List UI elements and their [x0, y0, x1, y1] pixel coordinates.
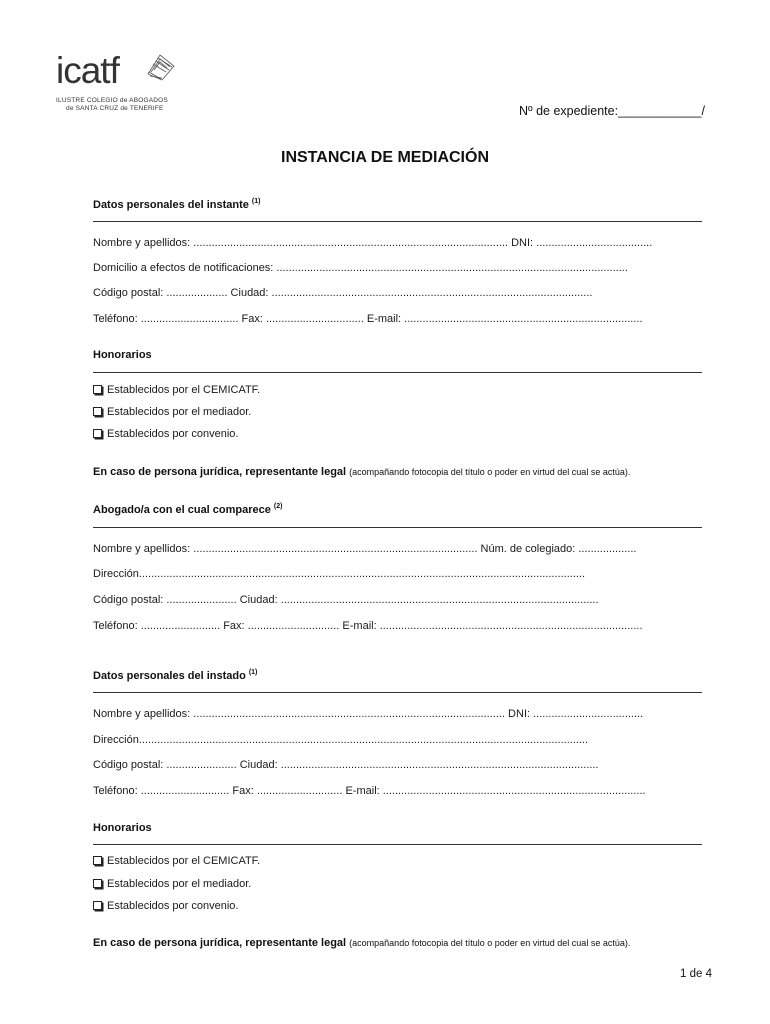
checkbox-icon: [93, 901, 102, 910]
checkbox-convenio[interactable]: Establecidos por convenio.: [93, 428, 238, 440]
checkbox-icon: [93, 879, 102, 888]
checkbox-cemicatf[interactable]: Establecidos por el CEMICATF.: [93, 855, 260, 867]
page-title: INSTANCIA DE MEDIACIÓN: [281, 149, 489, 166]
honorarios-heading: Honorarios: [93, 349, 152, 361]
checkbox-icon: [93, 385, 102, 394]
abogado-direccion-field[interactable]: Dirección..................................................................................................................................................: [93, 568, 586, 580]
page-number: 1 de 4: [680, 968, 712, 980]
logo-emblem-icon: [144, 52, 176, 82]
checkbox-cemicatf[interactable]: Establecidos por el CEMICATF.: [93, 384, 260, 396]
checkbox-mediador[interactable]: Establecidos por el mediador.: [93, 406, 251, 418]
instante-domicilio-field[interactable]: Domicilio a efectos de notificaciones: ...................................................................................................................: [93, 262, 628, 274]
divider: [93, 221, 702, 222]
checkbox-convenio[interactable]: Establecidos por convenio.: [93, 900, 238, 912]
instante-cp-ciudad-field[interactable]: Código postal: .................... Ciudad: .........................................................................................................: [93, 287, 593, 299]
logo-wordmark: icatf: [56, 50, 119, 91]
instante-telefono-fax-email-field[interactable]: Teléfono: ................................ Fax: ................................ E-mail: ..............................................................................: [93, 313, 643, 325]
section-instado-heading: Datos personales del instado $^{(1)}$: [93, 669, 258, 682]
abogado-cp-ciudad-field[interactable]: Código postal: ....................... Ciudad: ........................................................................................................: [93, 594, 599, 606]
logo: [56, 52, 186, 114]
divider: [93, 844, 702, 845]
section-abogado-heading: Abogado/a con el cual comparece $^{(2)}$: [93, 503, 283, 516]
checkbox-icon: [93, 407, 102, 416]
instado-cp-ciudad-field[interactable]: Código postal: ....................... Ciudad: ........................................................................................................: [93, 759, 599, 771]
honorarios-heading: Honorarios: [93, 822, 152, 834]
expediente-number: Nº de expediente:____________/: [519, 104, 705, 118]
divider: [93, 692, 702, 693]
abogado-telefono-fax-email-field[interactable]: Teléfono: .......................... Fax: .............................. E-mail: ......................................................................................: [93, 620, 643, 632]
persona-juridica-note: En caso de persona jurídica, representante legal (acompañando fotocopia del título o poder en virtud del cual se actúa).: [93, 466, 631, 478]
instante-nombre-field[interactable]: Nombre y apellidos: ....................................................................................................... DNI: ......................................: [93, 237, 653, 249]
instado-direccion-field[interactable]: Dirección...................................................................................................................................................: [93, 734, 589, 746]
divider: [93, 372, 702, 373]
instado-telefono-fax-email-field[interactable]: Teléfono: ............................. Fax: ............................ E-mail: ......................................................................................: [93, 785, 646, 797]
checkbox-icon: [93, 429, 102, 438]
abogado-nombre-field[interactable]: Nombre y apellidos: ............................................................................................. Núm. de colegiado: ...................: [93, 543, 637, 555]
persona-juridica-note: En caso de persona jurídica, representante legal (acompañando fotocopia del título o poder en virtud del cual se actúa).: [93, 937, 631, 949]
checkbox-mediador[interactable]: Establecidos por el mediador.: [93, 878, 251, 890]
logo-subtitle: ILUSTRE COLEGIO de ABOGADOS de SANTA CRUZ de TENERIFE: [56, 97, 168, 112]
instado-nombre-field[interactable]: Nombre y apellidos: ...................................................................................................... DNI: ....................................: [93, 708, 644, 720]
section-instante-heading: Datos personales del instante $^{(1)}$: [93, 198, 261, 211]
checkbox-icon: [93, 856, 102, 865]
divider: [93, 527, 702, 528]
